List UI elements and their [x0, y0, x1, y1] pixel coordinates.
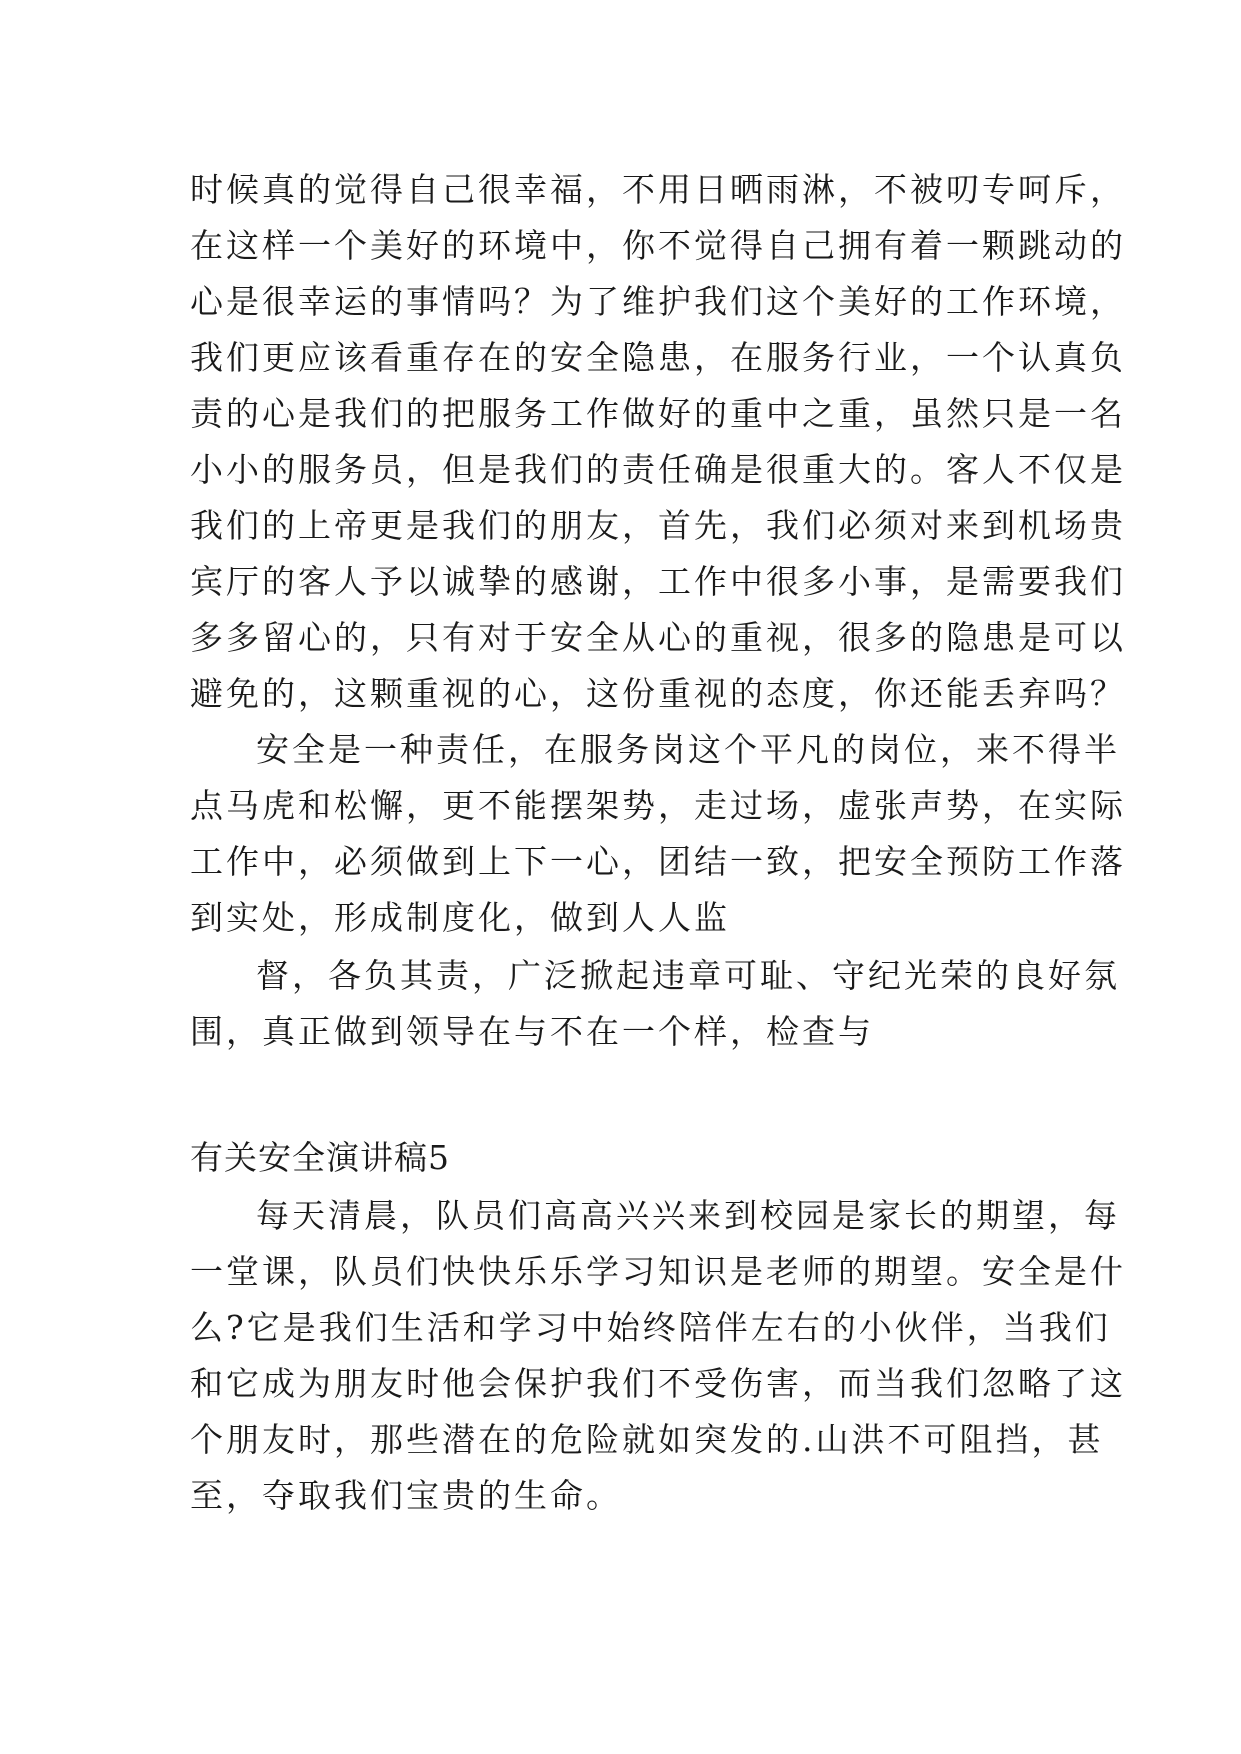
section-heading: 有关安全演讲稿5 — [190, 1138, 450, 1177]
paragraph-first-line: 安全是一种责任，在服务岗这个平凡的岗位，来不得半 — [256, 730, 1120, 769]
text-line: 在这样一个美好的环境中，你不觉得自己拥有着一颗跳动的 — [190, 226, 1126, 265]
text-line: 和它成为朋友时他会保护我们不受伤害，而当我们忽略了这 — [190, 1364, 1126, 1403]
text-line: 一堂课，队员们快快乐乐学习知识是老师的期望。安全是什 — [190, 1252, 1126, 1291]
text-line: 至，夺取我们宝贵的生命。 — [190, 1476, 622, 1515]
text-line: 工作中，必须做到上下一心，团结一致，把安全预防工作落 — [190, 842, 1126, 881]
text-line: 时候真的觉得自己很幸福，不用日晒雨淋，不被叨专呵斥， — [190, 170, 1126, 209]
text-line: 围，真正做到领导在与不在一个样，检查与 — [190, 1012, 874, 1051]
text-line: 心是很幸运的事情吗？为了维护我们这个美好的工作环境， — [190, 282, 1126, 321]
paragraph-first-line: 督，各负其责，广泛掀起违章可耻、守纪光荣的良好氛 — [256, 956, 1120, 995]
text-line: 避免的，这颗重视的心，这份重视的态度，你还能丢弃吗？ — [190, 674, 1126, 713]
text-line: 小小的服务员，但是我们的责任确是很重大的。客人不仅是 — [190, 450, 1126, 489]
paragraph-first-line: 每天清晨，队员们高高兴兴来到校园是家长的期望，每 — [256, 1196, 1120, 1235]
text-line: 责的心是我们的把服务工作做好的重中之重，虽然只是一名 — [190, 394, 1126, 433]
text-line: 个朋友时，那些潜在的危险就如突发的.山洪不可阻挡，甚 — [190, 1420, 1104, 1459]
text-line: 点马虎和松懈，更不能摆架势，走过场，虚张声势，在实际 — [190, 786, 1126, 825]
text-line: 么?它是我们生活和学习中始终陪伴左右的小伙伴，当我们 — [190, 1308, 1111, 1347]
text-line: 到实处，形成制度化，做到人人监 — [190, 898, 730, 937]
text-line: 多多留心的，只有对于安全从心的重视，很多的隐患是可以 — [190, 618, 1126, 657]
text-line: 宾厅的客人予以诚挚的感谢，工作中很多小事，是需要我们 — [190, 562, 1126, 601]
text-line: 我们的上帝更是我们的朋友，首先，我们必须对来到机场贵 — [190, 506, 1126, 545]
text-line: 我们更应该看重存在的安全隐患，在服务行业，一个认真负 — [190, 338, 1126, 377]
